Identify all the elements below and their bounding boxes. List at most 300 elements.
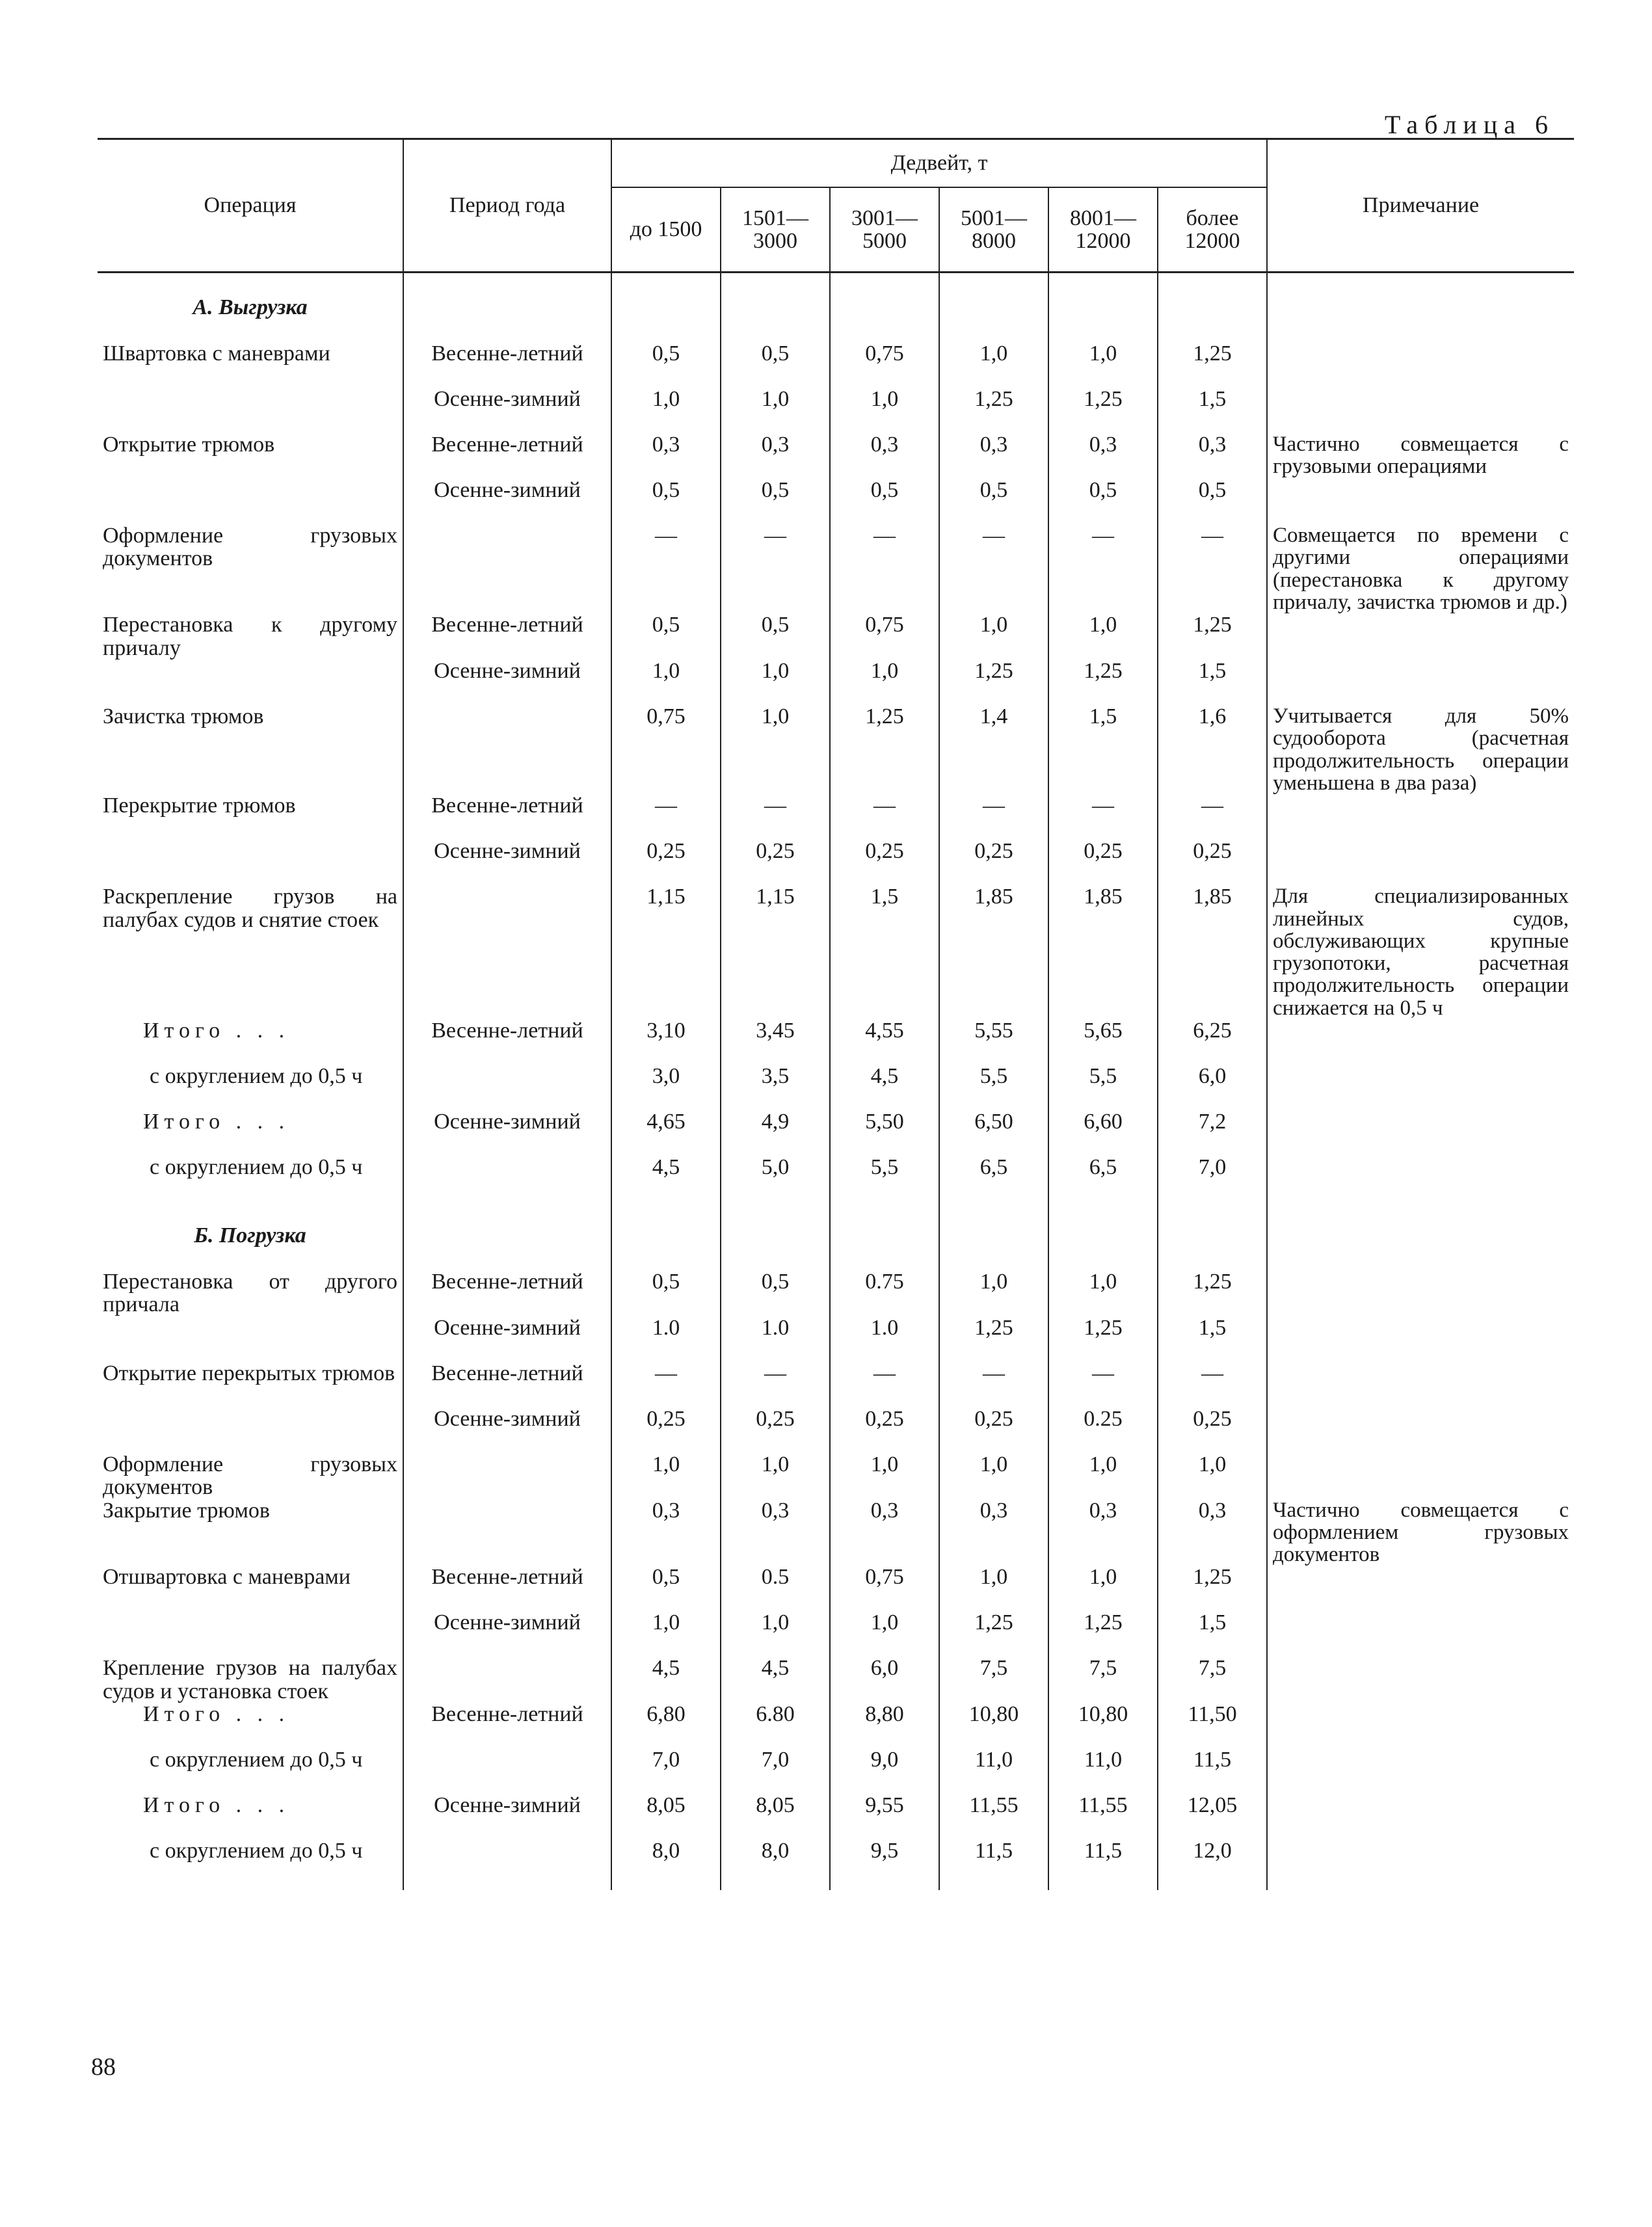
- empty-cell: [1158, 1201, 1267, 1270]
- value-cell: 1,25: [939, 1316, 1048, 1362]
- value-cell: 1,25: [1158, 1270, 1267, 1316]
- value-cell: 1,25: [1048, 1316, 1158, 1362]
- value-cell: 1,0: [830, 660, 939, 705]
- value-cell: 1,0: [611, 388, 721, 433]
- note-cell: Частично совмещается с оформлением грузовых документов: [1267, 1499, 1574, 1566]
- operation-cell: [98, 1156, 403, 1201]
- value-cell: 1,0: [939, 1453, 1048, 1499]
- note-cell: [1267, 1270, 1574, 1316]
- value-cell: 11,5: [1048, 1839, 1158, 1890]
- table-row: [98, 1110, 1574, 1156]
- operation-text: Открытие трюмов: [103, 433, 275, 457]
- value-cell: —: [939, 524, 1048, 613]
- value-cell: 5,5: [1048, 1065, 1158, 1110]
- note-cell: [1267, 1453, 1574, 1499]
- table-row: [98, 479, 1574, 524]
- value-cell: —: [1158, 794, 1267, 840]
- value-cell: 6,80: [611, 1703, 721, 1748]
- value-cell: —: [830, 524, 939, 613]
- value-cell: 1,25: [830, 705, 939, 794]
- table-row: [98, 705, 1574, 794]
- table-row: [98, 885, 1574, 1019]
- value-cell: 0,3: [721, 1499, 830, 1566]
- value-cell: 6,5: [939, 1156, 1048, 1201]
- value-cell: 0,75: [830, 342, 939, 388]
- period-cell: Весенне-летний: [403, 613, 611, 660]
- operation-cell: [98, 1611, 403, 1657]
- value-cell: 0,5: [721, 479, 830, 524]
- value-cell: 12,0: [1158, 1839, 1267, 1890]
- value-cell: 0,5: [721, 342, 830, 388]
- section-title: А. Выгрузка: [98, 273, 403, 343]
- value-cell: 0,25: [1048, 840, 1158, 885]
- note-cell: [1267, 1748, 1574, 1794]
- value-cell: 1,25: [1048, 1611, 1158, 1657]
- note-cell: [1267, 1019, 1574, 1065]
- value-cell: 0,75: [611, 705, 721, 794]
- note-cell: Для специализированных линейных судов, обслуживающих крупные грузопотоки, расчетная продолжительность операции снижается на 0,5 ч: [1267, 885, 1574, 1019]
- value-cell: 10,80: [1048, 1703, 1158, 1748]
- value-cell: 8,05: [611, 1794, 721, 1839]
- value-cell: 0,5: [939, 479, 1048, 524]
- value-cell: 1,0: [721, 1611, 830, 1657]
- value-cell: 0,5: [830, 479, 939, 524]
- empty-cell: [611, 273, 721, 343]
- note-cell: [1267, 1407, 1574, 1453]
- value-cell: 1,5: [1048, 705, 1158, 794]
- value-cell: 0,25: [939, 840, 1048, 885]
- value-cell: —: [939, 794, 1048, 840]
- note-cell: [1267, 1065, 1574, 1110]
- value-cell: 7,5: [1048, 1657, 1158, 1703]
- period-cell: Осенне-зимний: [403, 1110, 611, 1156]
- value-cell: 3,45: [721, 1019, 830, 1065]
- value-cell: 5,55: [939, 1019, 1048, 1065]
- value-cell: 1,0: [1048, 1453, 1158, 1499]
- value-cell: 1,0: [939, 1270, 1048, 1316]
- operation-text: Закрытие трюмов: [103, 1498, 270, 1523]
- operation-text: с округлением до 0,5 ч: [150, 1155, 363, 1180]
- header-deadweight: Дедвейт, т: [611, 139, 1267, 188]
- operation-text: Швартовка с маневрами: [103, 341, 330, 366]
- empty-cell: [721, 273, 830, 343]
- value-cell: 0,5: [721, 613, 830, 660]
- operation-text: Перестановка от другого причала: [103, 1270, 397, 1317]
- operation-cell: [98, 840, 403, 885]
- operation-cell: [98, 1407, 403, 1453]
- value-cell: 11,50: [1158, 1703, 1267, 1748]
- value-cell: 7,0: [611, 1748, 721, 1794]
- empty-cell: [939, 273, 1048, 343]
- note-cell: [1267, 342, 1574, 388]
- operation-text: Итого . . .: [143, 1019, 290, 1043]
- value-cell: 0,75: [830, 1566, 939, 1611]
- header-class: более 12000: [1158, 187, 1267, 273]
- operation-cell: [98, 388, 403, 433]
- operation-cell: [98, 1748, 403, 1794]
- operation-cell: [98, 660, 403, 705]
- table-row: [98, 1407, 1574, 1453]
- table-row: [98, 1794, 1574, 1839]
- value-cell: 1,25: [939, 1611, 1048, 1657]
- value-cell: 11,55: [1048, 1794, 1158, 1839]
- period-cell: Весенне-летний: [403, 794, 611, 840]
- value-cell: 0,3: [721, 433, 830, 479]
- value-cell: 4,5: [721, 1657, 830, 1703]
- value-cell: 0,25: [721, 1407, 830, 1453]
- value-cell: 0,3: [830, 1499, 939, 1566]
- operation-text: Итого . . .: [143, 1793, 290, 1818]
- period-cell: [403, 1839, 611, 1890]
- value-cell: 6,50: [939, 1110, 1048, 1156]
- value-cell: 4,5: [611, 1657, 721, 1703]
- value-cell: 4,55: [830, 1019, 939, 1065]
- value-cell: 0,25: [1158, 840, 1267, 885]
- operation-text: Оформление грузовых документов: [103, 524, 397, 571]
- table-row: [98, 840, 1574, 885]
- note-cell: [1267, 1316, 1574, 1362]
- value-cell: 6,5: [1048, 1156, 1158, 1201]
- value-cell: 3,5: [721, 1065, 830, 1110]
- note-cell: [1267, 479, 1574, 524]
- value-cell: 1,25: [939, 660, 1048, 705]
- header-class: 1501— 3000: [721, 187, 830, 273]
- period-cell: Весенне-летний: [403, 1019, 611, 1065]
- note-cell: [1267, 388, 1574, 433]
- operation-cell: [98, 1316, 403, 1362]
- table-row: [98, 1453, 1574, 1499]
- table-row: [98, 1839, 1574, 1890]
- operation-cell: [98, 1270, 403, 1316]
- header-operation: Операция: [98, 139, 403, 273]
- operation-cell: [98, 433, 403, 479]
- value-cell: 3,10: [611, 1019, 721, 1065]
- operation-cell: [98, 613, 403, 660]
- value-cell: 0,3: [1048, 433, 1158, 479]
- note-cell: [1267, 1156, 1574, 1201]
- operation-text: Раскрепление грузов на палубах судов и снятие стоек: [103, 885, 397, 932]
- value-cell: 1,0: [611, 660, 721, 705]
- note-cell: [1267, 1110, 1574, 1156]
- value-cell: 1,0: [611, 1453, 721, 1499]
- operation-text: с округлением до 0,5 ч: [150, 1064, 363, 1089]
- table-row: [98, 433, 1574, 479]
- period-cell: Осенне-зимний: [403, 1407, 611, 1453]
- value-cell: 9,0: [830, 1748, 939, 1794]
- value-cell: 1,0: [939, 613, 1048, 660]
- value-cell: 1,0: [1048, 342, 1158, 388]
- value-cell: 8,80: [830, 1703, 939, 1748]
- value-cell: 7,0: [721, 1748, 830, 1794]
- value-cell: 0,25: [611, 1407, 721, 1453]
- value-cell: 0,25: [939, 1407, 1048, 1453]
- operation-text: Итого . . .: [143, 1110, 290, 1134]
- table-row: [98, 1703, 1574, 1748]
- period-cell: [403, 1156, 611, 1201]
- value-cell: 4,65: [611, 1110, 721, 1156]
- period-cell: [403, 885, 611, 1019]
- value-cell: 1,0: [830, 1453, 939, 1499]
- value-cell: —: [1158, 524, 1267, 613]
- period-cell: Осенне-зимний: [403, 660, 611, 705]
- value-cell: 11,0: [939, 1748, 1048, 1794]
- value-cell: 0,3: [1048, 1499, 1158, 1566]
- value-cell: 0,5: [721, 1270, 830, 1316]
- value-cell: 1.0: [611, 1316, 721, 1362]
- value-cell: —: [1048, 524, 1158, 613]
- value-cell: 0,5: [611, 1270, 721, 1316]
- table-row: [98, 1362, 1574, 1407]
- value-cell: —: [611, 794, 721, 840]
- value-cell: 0,3: [611, 433, 721, 479]
- operation-text: Открытие перекрытых трюмов: [103, 1361, 395, 1385]
- value-cell: 5,65: [1048, 1019, 1158, 1065]
- period-cell: Весенне-летний: [403, 1362, 611, 1407]
- note-cell: [1267, 1703, 1574, 1748]
- value-cell: 10,80: [939, 1703, 1048, 1748]
- table-label: Таблица 6: [1384, 110, 1554, 139]
- note-cell: [1267, 1794, 1574, 1839]
- operation-cell: [98, 1839, 403, 1890]
- empty-cell: [1048, 273, 1158, 343]
- value-cell: 11,55: [939, 1794, 1048, 1839]
- period-cell: [403, 1065, 611, 1110]
- operation-cell: [98, 1110, 403, 1156]
- value-cell: 6,25: [1158, 1019, 1267, 1065]
- value-cell: 5,5: [830, 1156, 939, 1201]
- value-cell: 7,2: [1158, 1110, 1267, 1156]
- value-cell: 1,0: [611, 1611, 721, 1657]
- operation-cell: [98, 794, 403, 840]
- value-cell: 1,25: [1048, 388, 1158, 433]
- operation-cell: [98, 1362, 403, 1407]
- period-cell: [403, 1499, 611, 1566]
- table-row: [98, 1657, 1574, 1703]
- period-cell: Осенне-зимний: [403, 1611, 611, 1657]
- note-cell: Частично совмещается с грузовыми операциями: [1267, 433, 1574, 479]
- value-cell: 1,5: [1158, 660, 1267, 705]
- value-cell: 0,25: [721, 840, 830, 885]
- value-cell: 1,4: [939, 705, 1048, 794]
- value-cell: —: [721, 524, 830, 613]
- value-cell: 1,0: [939, 1566, 1048, 1611]
- note-cell: [1267, 1839, 1574, 1890]
- value-cell: 0,5: [611, 613, 721, 660]
- value-cell: 1,15: [611, 885, 721, 1019]
- table-row: [98, 1566, 1574, 1611]
- operation-text: с округлением до 0,5 ч: [150, 1748, 363, 1772]
- value-cell: 0.75: [830, 1270, 939, 1316]
- table-row: [98, 1748, 1574, 1794]
- empty-cell: [403, 273, 611, 343]
- section-title: Б. Погрузка: [98, 1201, 403, 1270]
- page-number: 88: [91, 2053, 116, 2081]
- table-row: [98, 1611, 1574, 1657]
- value-cell: 4,5: [830, 1065, 939, 1110]
- value-cell: 4,5: [611, 1156, 721, 1201]
- value-cell: 1.0: [830, 1316, 939, 1362]
- table-body: [98, 273, 1574, 1891]
- value-cell: 0,3: [1158, 1499, 1267, 1566]
- note-cell: [1267, 1657, 1574, 1703]
- value-cell: 0,5: [1048, 479, 1158, 524]
- value-cell: 0,25: [830, 1407, 939, 1453]
- value-cell: 5,5: [939, 1065, 1048, 1110]
- table-row: [98, 1156, 1574, 1201]
- operation-cell: [98, 705, 403, 794]
- period-cell: Весенне-летний: [403, 433, 611, 479]
- empty-cell: [611, 1201, 721, 1270]
- empty-cell: [1048, 1201, 1158, 1270]
- value-cell: 0,25: [830, 840, 939, 885]
- operation-text: с округлением до 0,5 ч: [150, 1839, 363, 1863]
- table-row: [98, 660, 1574, 705]
- value-cell: 1,0: [1048, 1270, 1158, 1316]
- value-cell: 0.25: [1048, 1407, 1158, 1453]
- value-cell: 0,5: [611, 342, 721, 388]
- operation-cell: [98, 1657, 403, 1703]
- note-cell: [1267, 1362, 1574, 1407]
- value-cell: 4,9: [721, 1110, 830, 1156]
- value-cell: 8,0: [721, 1839, 830, 1890]
- value-cell: 1,5: [1158, 1316, 1267, 1362]
- value-cell: 7,5: [1158, 1657, 1267, 1703]
- period-cell: Весенне-летний: [403, 1566, 611, 1611]
- value-cell: 0,5: [611, 479, 721, 524]
- period-cell: Весенне-летний: [403, 342, 611, 388]
- value-cell: 1,0: [721, 1453, 830, 1499]
- value-cell: 1,0: [830, 388, 939, 433]
- note-cell: [1267, 1566, 1574, 1611]
- value-cell: 1,25: [1158, 613, 1267, 660]
- header-note: Примечание: [1267, 139, 1574, 273]
- note-cell: [1267, 660, 1574, 705]
- operation-text: Перекрытие трюмов: [103, 793, 296, 818]
- value-cell: 1,25: [1158, 342, 1267, 388]
- note-cell: [1267, 840, 1574, 885]
- operation-text: Отшвартовка с маневрами: [103, 1565, 351, 1590]
- value-cell: 0,5: [611, 1566, 721, 1611]
- value-cell: 1,0: [1158, 1453, 1267, 1499]
- period-cell: Осенне-зимний: [403, 840, 611, 885]
- table-row: [98, 613, 1574, 660]
- value-cell: 11,5: [939, 1839, 1048, 1890]
- header-class: 3001— 5000: [830, 187, 939, 273]
- value-cell: —: [830, 794, 939, 840]
- empty-cell: [1158, 273, 1267, 343]
- value-cell: 9,55: [830, 1794, 939, 1839]
- value-cell: 1,85: [1158, 885, 1267, 1019]
- table-row: [98, 794, 1574, 840]
- value-cell: 1,0: [721, 660, 830, 705]
- value-cell: —: [1048, 1362, 1158, 1407]
- operation-cell: [98, 479, 403, 524]
- period-cell: [403, 705, 611, 794]
- value-cell: 1,6: [1158, 705, 1267, 794]
- table-row: [98, 1316, 1574, 1362]
- period-cell: [403, 1453, 611, 1499]
- value-cell: 1,0: [1048, 1566, 1158, 1611]
- value-cell: 6.80: [721, 1703, 830, 1748]
- header-class: до 1500: [611, 187, 721, 273]
- value-cell: 1,0: [1048, 613, 1158, 660]
- operation-cell: [98, 1019, 403, 1065]
- value-cell: —: [721, 1362, 830, 1407]
- value-cell: 5,0: [721, 1156, 830, 1201]
- table-row: [98, 1499, 1574, 1566]
- value-cell: 6,60: [1048, 1110, 1158, 1156]
- table-row: [98, 1019, 1574, 1065]
- note-cell: Учитывается для 50% судооборота (расчетная продолжительность операции уменьшена в два раза): [1267, 705, 1574, 794]
- value-cell: —: [611, 1362, 721, 1407]
- empty-cell: [830, 273, 939, 343]
- period-cell: Осенне-зимний: [403, 388, 611, 433]
- value-cell: 1,0: [721, 705, 830, 794]
- value-cell: —: [830, 1362, 939, 1407]
- operation-cell: [98, 342, 403, 388]
- note-cell: [1267, 613, 1574, 660]
- value-cell: 1,25: [939, 388, 1048, 433]
- value-cell: 8,05: [721, 1794, 830, 1839]
- value-cell: 0,3: [611, 1499, 721, 1566]
- value-cell: 9,5: [830, 1839, 939, 1890]
- operation-text: Оформление грузовых документов: [103, 1452, 397, 1500]
- table-row: [98, 1270, 1574, 1316]
- value-cell: 1,5: [1158, 1611, 1267, 1657]
- operation-text: Итого . . .: [143, 1702, 290, 1727]
- value-cell: 7,5: [939, 1657, 1048, 1703]
- header-class: 8001— 12000: [1048, 187, 1158, 273]
- empty-cell: [721, 1201, 830, 1270]
- empty-cell: [1267, 1201, 1574, 1270]
- value-cell: 7,0: [1158, 1156, 1267, 1201]
- value-cell: 1,25: [1158, 1566, 1267, 1611]
- header-class: 5001— 8000: [939, 187, 1048, 273]
- value-cell: 1,0: [939, 342, 1048, 388]
- value-cell: 0,75: [830, 613, 939, 660]
- value-cell: 6,0: [830, 1657, 939, 1703]
- table-row: [98, 1065, 1574, 1110]
- value-cell: 0,25: [611, 840, 721, 885]
- period-cell: [403, 1748, 611, 1794]
- value-cell: 1,5: [830, 885, 939, 1019]
- table-header: [98, 139, 1574, 273]
- period-cell: Осенне-зимний: [403, 1316, 611, 1362]
- value-cell: 1,25: [1048, 660, 1158, 705]
- operation-cell: [98, 1566, 403, 1611]
- value-cell: 0,3: [939, 1499, 1048, 1566]
- operation-text: Зачистка трюмов: [103, 704, 264, 728]
- operation-cell: [98, 524, 403, 613]
- note-cell: Совмещается по времени с другими операциями (перестановка к другому причалу, зачистка трюмов и др.): [1267, 524, 1574, 613]
- period-cell: Осенне-зимний: [403, 1794, 611, 1839]
- value-cell: 1,5: [1158, 388, 1267, 433]
- period-cell: Весенне-летний: [403, 1270, 611, 1316]
- value-cell: 1,0: [721, 388, 830, 433]
- empty-cell: [1267, 273, 1574, 343]
- section-row: [98, 1201, 1574, 1270]
- table-row: [98, 342, 1574, 388]
- operations-table: [98, 138, 1574, 1890]
- operation-text: Крепление грузов на палубах судов и установка стоек: [103, 1656, 397, 1703]
- value-cell: 1,0: [830, 1611, 939, 1657]
- empty-cell: [830, 1201, 939, 1270]
- note-cell: [1267, 794, 1574, 840]
- operation-cell: [98, 1794, 403, 1839]
- empty-cell: [939, 1201, 1048, 1270]
- period-cell: Весенне-летний: [403, 1703, 611, 1748]
- operation-cell: [98, 1703, 403, 1748]
